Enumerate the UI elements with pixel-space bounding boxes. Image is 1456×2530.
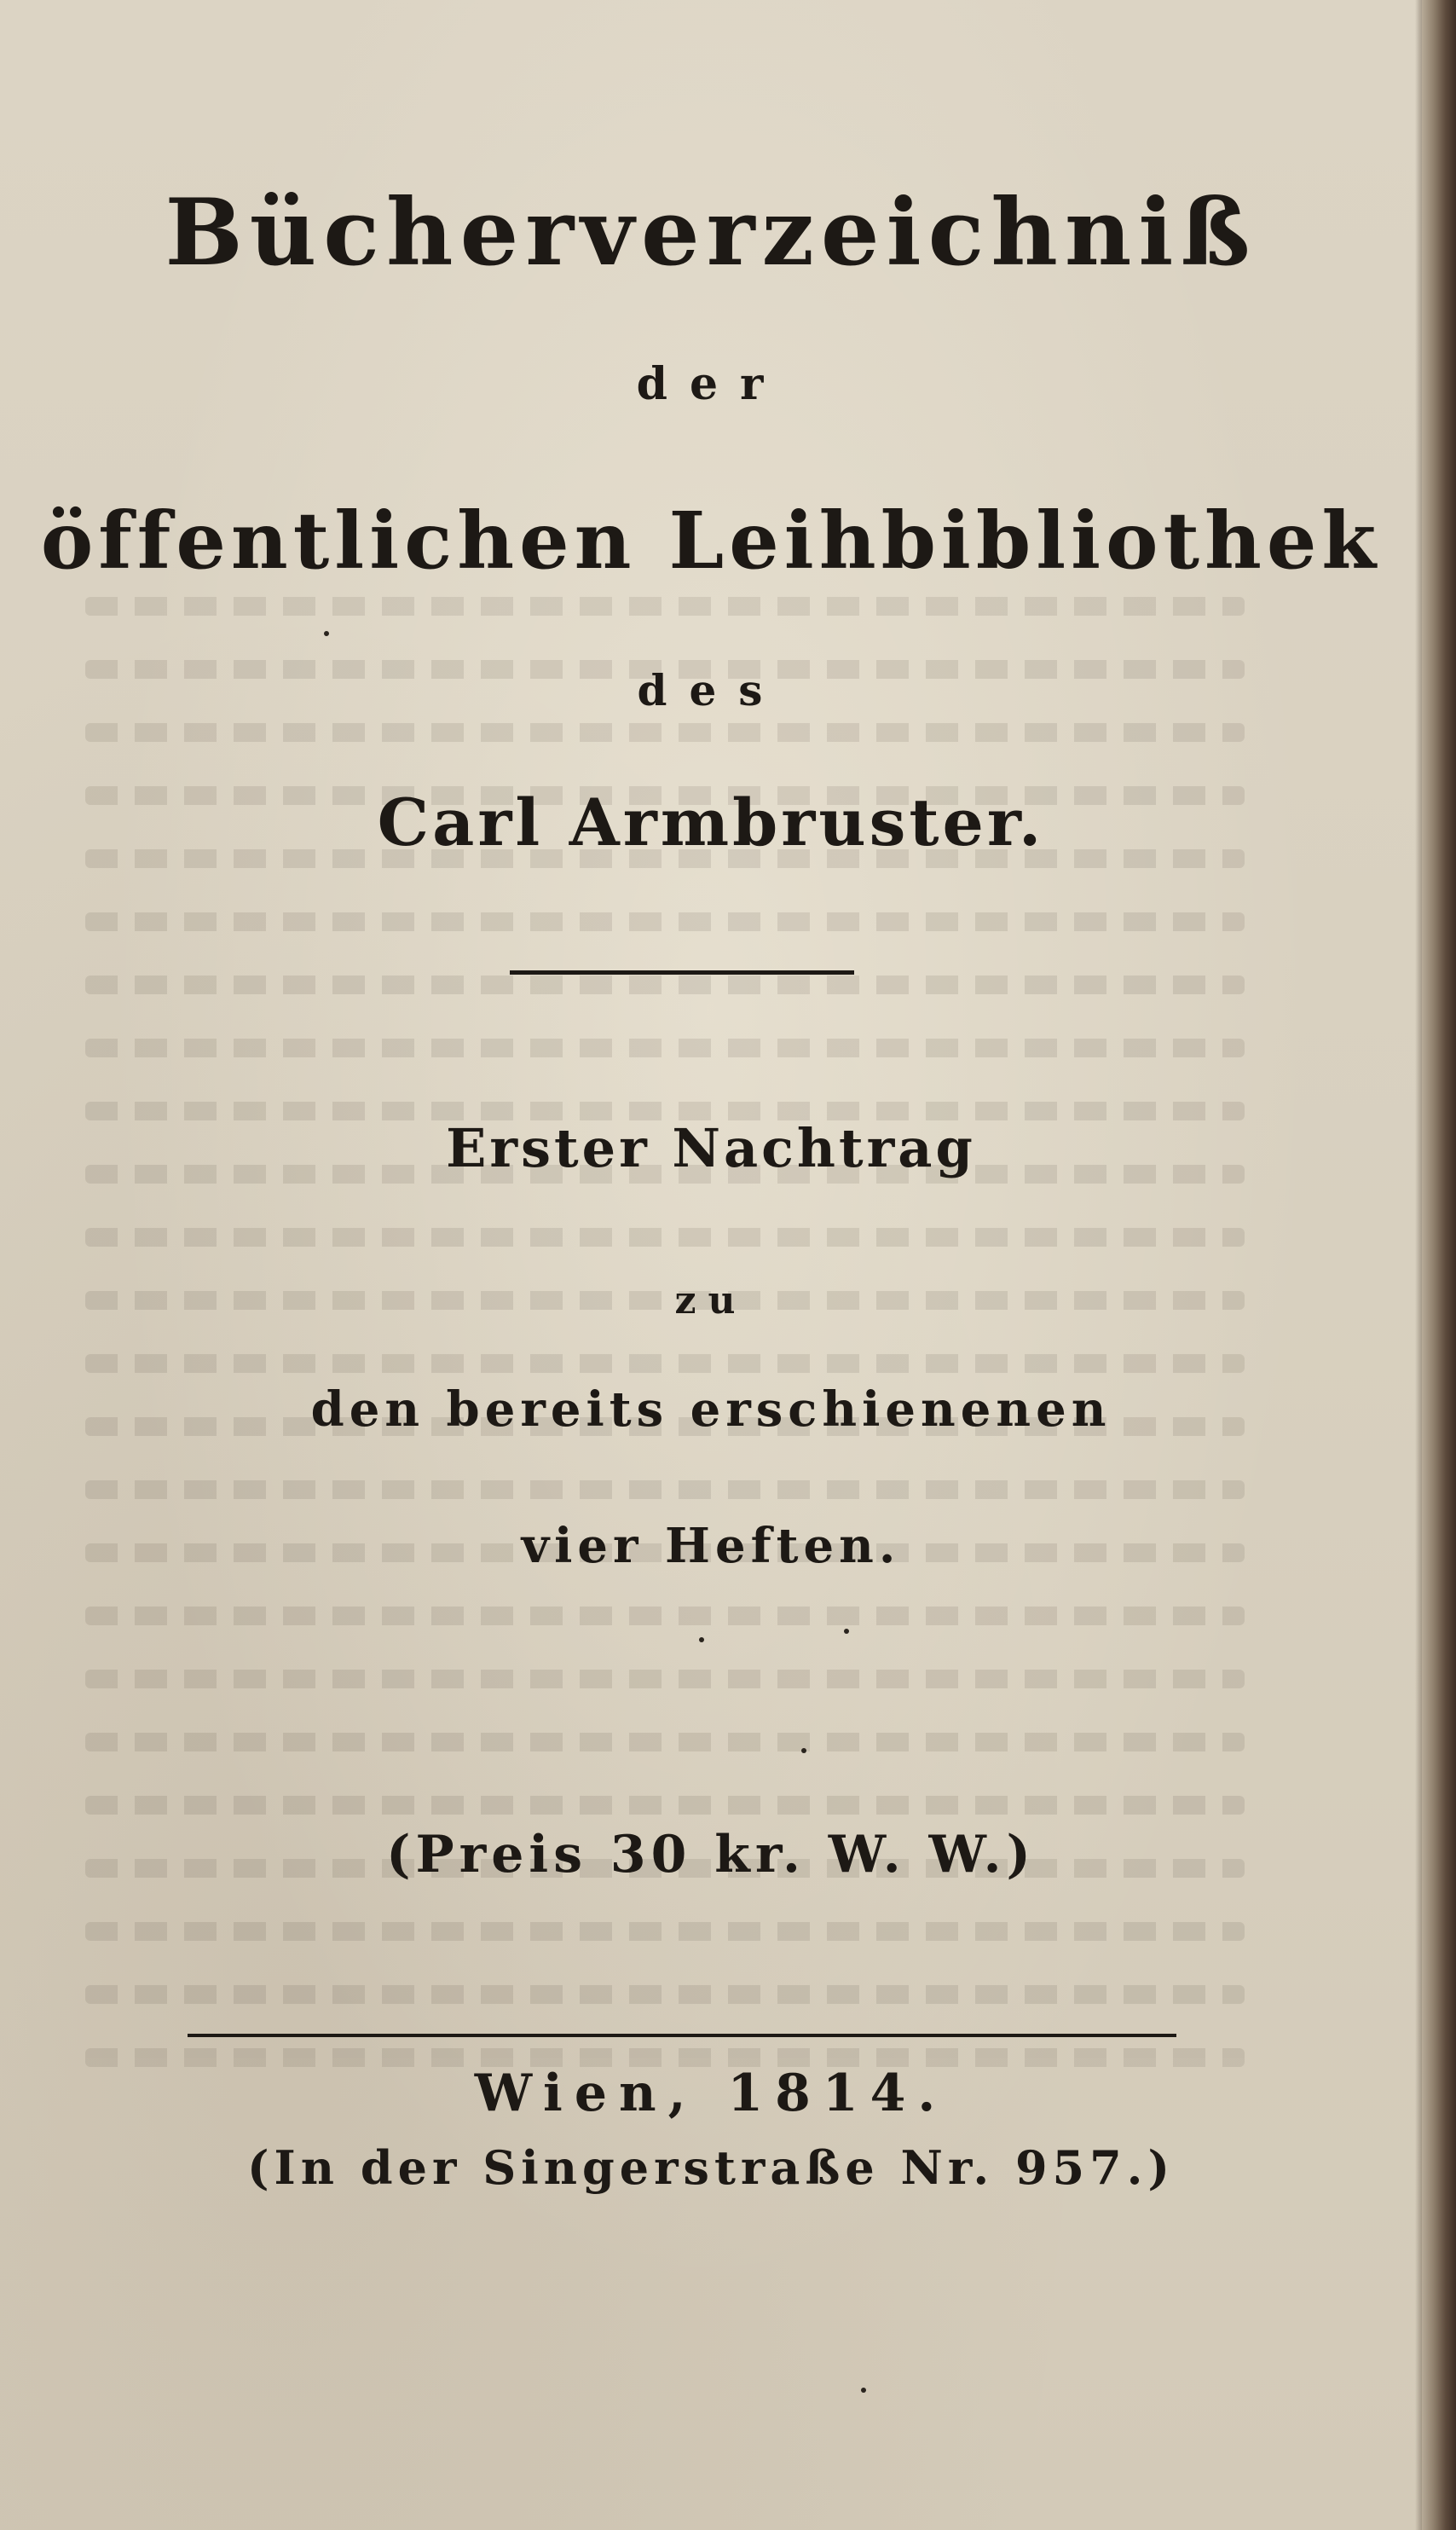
supplement-heading: Erster Nachtrag — [446, 1117, 976, 1179]
ink-speck — [699, 1637, 704, 1642]
ink-speck — [861, 2388, 866, 2393]
owner-name: Carl Armbruster. — [377, 784, 1045, 860]
page-title: Bücherverzeichniß — [165, 179, 1257, 287]
preposition-zu: zu — [674, 1279, 748, 1323]
book-edge — [1422, 0, 1456, 2530]
ink-speck — [324, 631, 329, 636]
ink-speck — [844, 1629, 849, 1634]
long-divider-rule — [188, 2034, 1176, 2037]
issued-line: den bereits erschienenen — [310, 1381, 1112, 1438]
ink-speck — [801, 1748, 806, 1753]
library-name: öffentlichen Leihbibliothek — [40, 495, 1382, 587]
issues-line: vier Heften. — [521, 1518, 901, 1574]
place-year: Wien, 1814. — [474, 2064, 948, 2123]
short-divider-rule — [510, 970, 854, 975]
publisher-address: (In der Singerstraße Nr. 957.) — [246, 2140, 1176, 2195]
article-der: der — [636, 358, 786, 410]
price-line: (Preis 30 kr. W. W.) — [386, 1825, 1036, 1884]
gutter-shadow — [1415, 0, 1422, 2530]
article-des: des — [637, 665, 785, 715]
